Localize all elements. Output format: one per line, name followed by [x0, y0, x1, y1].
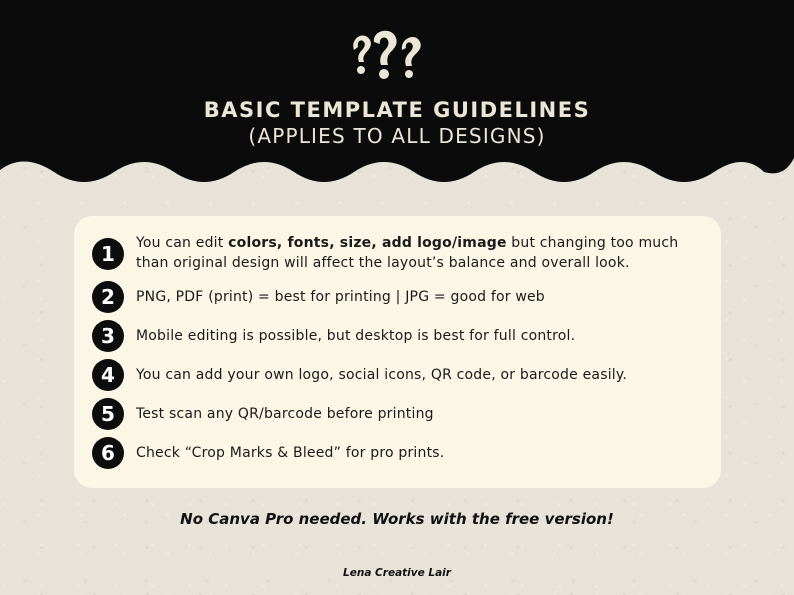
guideline-text: You can add your own logo, social icons, QR code, or barcode easily.	[136, 367, 628, 383]
header-banner	[0, 0, 794, 200]
step-number-badge: 3	[92, 320, 124, 352]
step-number-badge: 6	[92, 437, 124, 469]
guideline-text: You can edit colors, fonts, size, add logo/image but changing too much than original design will affect the layout’s balance and overall look.	[136, 235, 679, 271]
footer-note: No Canva Pro needed. Works with the free version!	[180, 510, 614, 528]
guideline-text: Mobile editing is possible, but desktop is best for full control.	[136, 328, 576, 344]
step-number-badge: 2	[92, 281, 124, 313]
brand-signature: Lena Creative Lair	[343, 567, 451, 579]
page-title: BASIC TEMPLATE GUIDELINES	[203, 98, 591, 122]
guideline-text: Check “Crop Marks & Bleed” for pro prints.	[136, 445, 445, 461]
guideline-text: Test scan any QR/barcode before printing	[136, 406, 434, 422]
step-number-badge: 5	[92, 398, 124, 430]
guideline-text: PNG, PDF (print) = best for printing | JPG = good for web	[136, 289, 545, 305]
guidelines-card	[74, 216, 721, 488]
page-subtitle: (APPLIES TO ALL DESIGNS)	[248, 124, 546, 148]
question-marks-icon	[346, 28, 426, 84]
step-number-badge: 1	[92, 238, 124, 270]
guideline-bold-text: colors, fonts, size, add logo/image	[228, 235, 507, 251]
step-number-badge: 4	[92, 359, 124, 391]
